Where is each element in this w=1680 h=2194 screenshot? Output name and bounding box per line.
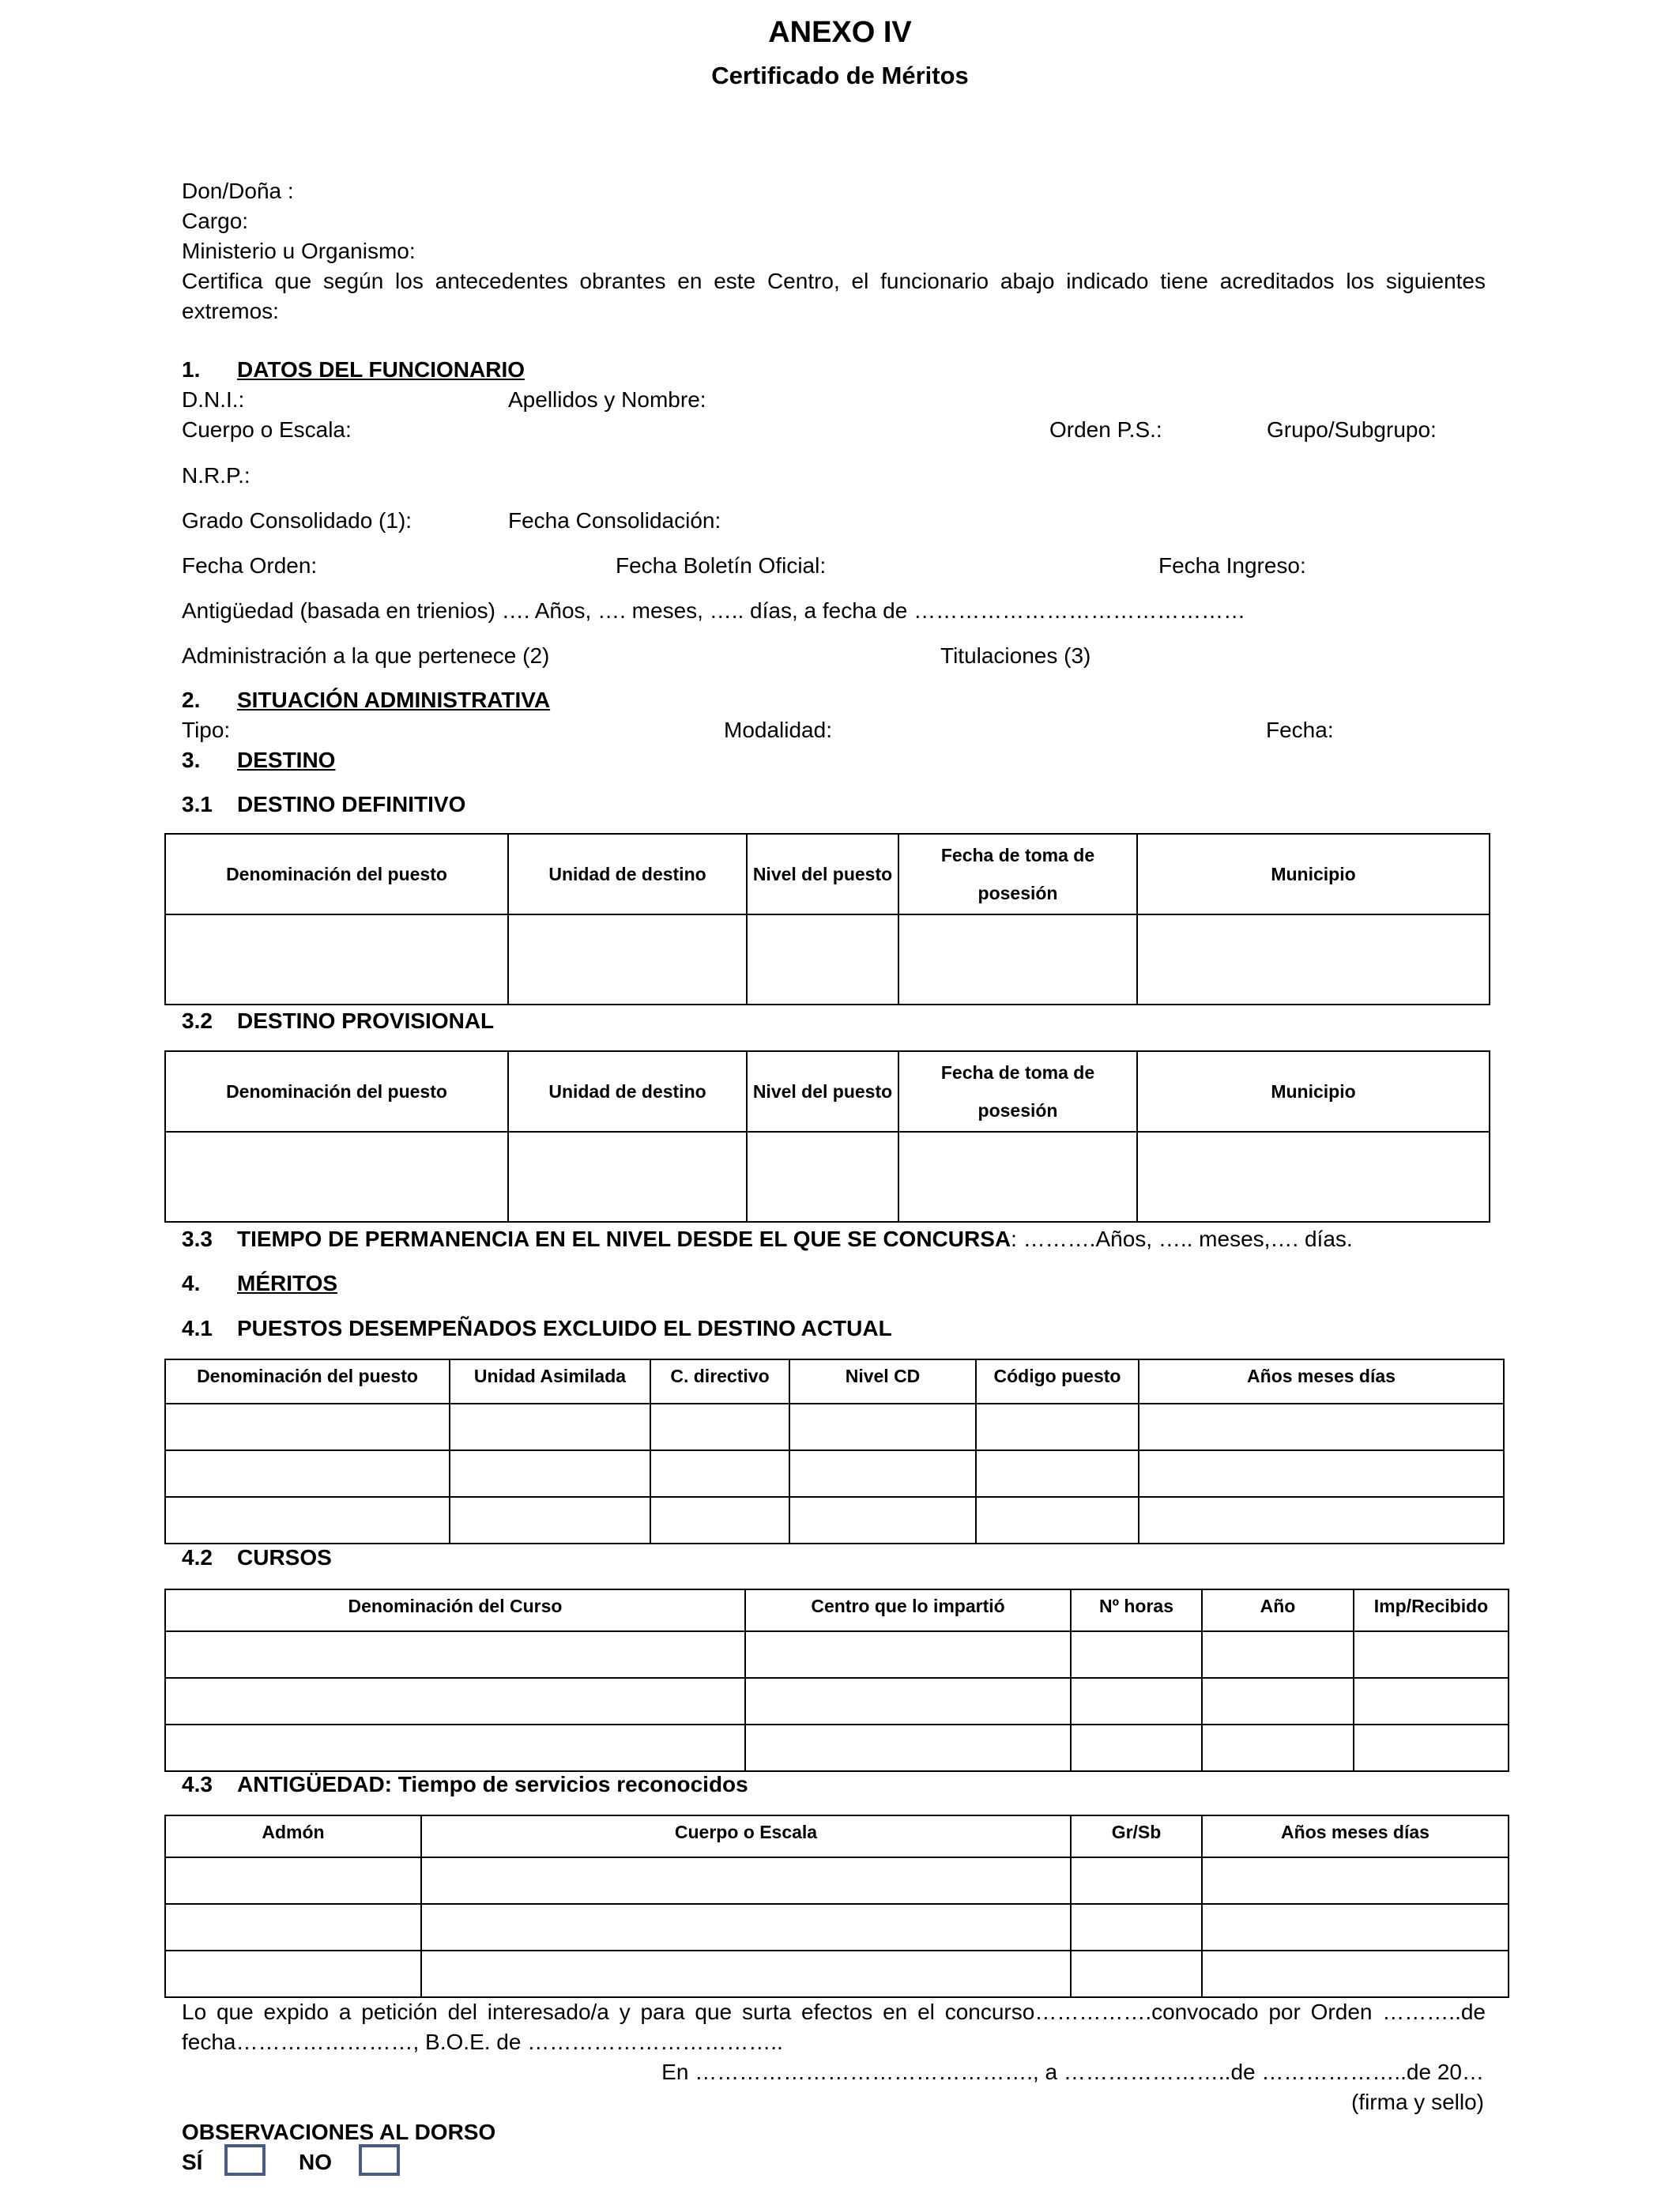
table-cell[interactable]	[1202, 1631, 1354, 1678]
table-cell[interactable]	[450, 1404, 650, 1450]
ministerio-label: Ministerio u Organismo:	[182, 239, 416, 263]
cursos-table	[164, 1589, 1509, 1772]
table-cell[interactable]	[165, 1857, 421, 1904]
header-anos-meses-dias: Años meses días	[1202, 1815, 1509, 1857]
destino-definitivo-table	[164, 833, 1490, 1005]
section-3-2-number: 3.2	[182, 1008, 213, 1033]
puestos-table	[164, 1359, 1505, 1544]
section-4-1-number: 4.1	[182, 1316, 213, 1340]
permanencia-title: TIEMPO DE PERMANENCIA EN EL NIVEL DESDE EL QUE SE CONCURSA	[237, 1227, 1011, 1251]
table-row	[165, 1951, 1509, 1997]
header-nivel-cd: Nivel CD	[789, 1359, 976, 1404]
page-subtitle: Certificado de Méritos	[711, 62, 969, 89]
table-cell[interactable]	[1139, 1450, 1504, 1497]
table-cell[interactable]	[1071, 1951, 1202, 1997]
header-denominacion-curso: Denominación del Curso	[165, 1589, 745, 1631]
no-label: NO	[299, 2150, 332, 2174]
table-cell[interactable]	[165, 1132, 508, 1222]
table-row	[165, 1904, 1509, 1951]
header-denominacion: Denominación del puesto	[165, 1051, 508, 1132]
cuerpo-label: Cuerpo o Escala:	[182, 417, 352, 442]
table-cell[interactable]	[1139, 1404, 1504, 1450]
table-cell[interactable]	[1354, 1631, 1509, 1678]
fecha-ingreso-label: Fecha Ingreso:	[1158, 553, 1306, 578]
header-horas: Nº horas	[1071, 1589, 1202, 1631]
table-cell[interactable]	[745, 1725, 1071, 1771]
table-cell[interactable]	[165, 1404, 450, 1450]
table-cell[interactable]	[165, 1497, 450, 1544]
table-cell[interactable]	[789, 1497, 976, 1544]
header-denominacion: Denominación del puesto	[165, 1359, 450, 1404]
antiguedad-table	[164, 1815, 1509, 1998]
section-1-title: DATOS DEL FUNCIONARIO	[237, 357, 525, 382]
table-cell[interactable]	[1354, 1678, 1509, 1725]
table-row	[165, 1631, 1509, 1678]
cargo-label: Cargo:	[182, 209, 249, 233]
table-cell[interactable]	[1202, 1904, 1509, 1951]
si-checkbox[interactable]	[224, 2144, 266, 2176]
table-cell[interactable]	[898, 1132, 1137, 1222]
header-unidad: Unidad de destino	[508, 1051, 747, 1132]
titulaciones-label: Titulaciones (3)	[940, 643, 1091, 668]
administracion-label: Administración a la que pertenece (2)	[182, 643, 550, 668]
header-unidad: Unidad de destino	[508, 834, 747, 914]
table-cell[interactable]	[1137, 1132, 1490, 1222]
no-checkbox[interactable]	[359, 2144, 400, 2176]
page-title: ANEXO IV	[768, 16, 912, 49]
header-unidad-asimilada: Unidad Asimilada	[450, 1359, 650, 1404]
section-3-1-number: 3.1	[182, 792, 213, 816]
table-cell[interactable]	[1202, 1951, 1509, 1997]
table-cell[interactable]	[450, 1450, 650, 1497]
table-cell[interactable]	[745, 1678, 1071, 1725]
table-row	[165, 1450, 1504, 1497]
section-4-2-title: CURSOS	[237, 1545, 332, 1570]
table-cell[interactable]	[165, 914, 508, 1005]
table-cell[interactable]	[165, 1725, 745, 1771]
section-3-3-number: 3.3	[182, 1227, 213, 1251]
antiguedad-line: Antigüedad (basada en trienios) …. Años, …. meses, ….. días, a fecha de ………………………………………	[182, 598, 1246, 623]
header-imp-recibido: Imp/Recibido	[1354, 1589, 1509, 1631]
fecha-consolidacion-label: Fecha Consolidación:	[508, 508, 721, 533]
table-cell[interactable]	[421, 1857, 1071, 1904]
permanencia-line	[237, 1225, 1353, 1253]
table-cell[interactable]	[745, 1631, 1071, 1678]
table-row	[165, 1725, 1509, 1771]
grado-label: Grado Consolidado (1):	[182, 508, 412, 533]
grupo-label: Grupo/Subgrupo:	[1267, 417, 1437, 442]
permanencia-value: : ……….Años, ….. meses,…. días.	[1011, 1227, 1353, 1251]
header-codigo-puesto: Código puesto	[976, 1359, 1139, 1404]
section-1-number: 1.	[182, 357, 201, 382]
certifica-text: Certifica que según los antecedentes obrantes en este Centro, el funcionario abajo indicado tiene acreditados los siguientes extremos:	[182, 269, 1486, 323]
header-fecha-toma: Fecha de toma de posesión	[898, 834, 1137, 914]
section-3-2-title: DESTINO PROVISIONAL	[237, 1008, 495, 1033]
table-cell[interactable]	[1354, 1725, 1509, 1771]
section-4-3-number: 4.3	[182, 1772, 213, 1796]
header-nivel: Nivel del puesto	[747, 1051, 898, 1132]
header-municipio: Municipio	[1137, 1051, 1490, 1132]
section-4-3-title: ANTIGÜEDAD: Tiempo de servicios reconocidos	[237, 1772, 748, 1796]
header-nivel: Nivel del puesto	[747, 834, 898, 914]
table-cell[interactable]	[976, 1404, 1139, 1450]
table-cell[interactable]	[650, 1497, 789, 1544]
si-label: SÍ	[182, 2150, 203, 2174]
header-gr-sb: Gr/Sb	[1071, 1815, 1202, 1857]
don-label: Don/Doña :	[182, 179, 294, 203]
table-cell[interactable]	[747, 1132, 898, 1222]
table-cell[interactable]	[650, 1450, 789, 1497]
lugar-fecha-line: En ………………………………………., a …………………..de ………………..de 20…	[661, 2060, 1484, 2084]
section-3-number: 3.	[182, 748, 201, 772]
section-3-1-title: DESTINO DEFINITIVO	[237, 792, 466, 816]
section-4-title: MÉRITOS	[237, 1271, 338, 1295]
apellidos-label: Apellidos y Nombre:	[508, 387, 706, 412]
header-cuerpo-escala: Cuerpo o Escala	[421, 1815, 1071, 1857]
header-municipio: Municipio	[1137, 834, 1490, 914]
table-cell[interactable]	[1071, 1631, 1202, 1678]
table-cell[interactable]	[976, 1450, 1139, 1497]
header-centro: Centro que lo impartió	[745, 1589, 1071, 1631]
table-cell[interactable]	[508, 1132, 747, 1222]
table-cell[interactable]	[1071, 1904, 1202, 1951]
table-row	[165, 1497, 1504, 1544]
nrp-label: N.R.P.:	[182, 463, 250, 488]
table-cell[interactable]	[1071, 1857, 1202, 1904]
table-row	[165, 1857, 1509, 1904]
table-cell[interactable]	[508, 914, 747, 1005]
table-cell[interactable]	[1202, 1725, 1354, 1771]
section-2-title: SITUACIÓN ADMINISTRATIVA	[237, 688, 551, 712]
section-3-title: DESTINO	[237, 748, 336, 772]
table-cell[interactable]	[1071, 1678, 1202, 1725]
table-cell[interactable]	[789, 1404, 976, 1450]
table-cell[interactable]	[789, 1450, 976, 1497]
table-cell[interactable]	[421, 1904, 1071, 1951]
table-cell[interactable]	[976, 1497, 1139, 1544]
table-cell[interactable]	[421, 1951, 1071, 1997]
dni-label: D.N.I.:	[182, 387, 245, 412]
fecha-orden-label: Fecha Orden:	[182, 553, 318, 578]
table-cell[interactable]	[1139, 1497, 1504, 1544]
table-cell[interactable]	[747, 914, 898, 1005]
section-4-1-title: PUESTOS DESEMPEÑADOS EXCLUIDO EL DESTINO ACTUAL	[237, 1316, 892, 1340]
table-cell[interactable]	[1071, 1725, 1202, 1771]
header-fecha-toma: Fecha de toma de posesión	[898, 1051, 1137, 1132]
table-cell[interactable]	[1202, 1678, 1354, 1725]
table-cell[interactable]	[898, 914, 1137, 1005]
table-cell[interactable]	[165, 1904, 421, 1951]
section-2-number: 2.	[182, 688, 201, 712]
header-denominacion: Denominación del puesto	[165, 834, 508, 914]
modalidad-label: Modalidad:	[724, 718, 832, 742]
header-admon: Admón	[165, 1815, 421, 1857]
orden-ps-label: Orden P.S.:	[1049, 417, 1162, 442]
destino-provisional-table	[164, 1050, 1490, 1223]
expido-text: Lo que expido a petición del interesado/a y para que surta efectos en el concurso…………….convocado por Orden ………..de fecha……………………, B.O.E. de ……………………………..	[182, 2000, 1486, 2054]
table-cell[interactable]	[165, 1678, 745, 1725]
section-4-2-number: 4.2	[182, 1545, 213, 1570]
header-c-directivo: C. directivo	[650, 1359, 789, 1404]
header-anos-meses-dias: Años meses días	[1139, 1359, 1504, 1404]
table-cell[interactable]	[165, 1631, 745, 1678]
table-cell[interactable]	[165, 1450, 450, 1497]
table-cell[interactable]	[1202, 1857, 1509, 1904]
table-cell[interactable]	[650, 1404, 789, 1450]
section-4-number: 4.	[182, 1271, 201, 1295]
firma-sello-label: (firma y sello)	[1350, 2090, 1484, 2114]
table-row	[165, 1678, 1509, 1725]
table-cell[interactable]	[165, 1951, 421, 1997]
table-row	[165, 1404, 1504, 1450]
fecha-label: Fecha:	[1266, 718, 1334, 742]
observaciones-label: OBSERVACIONES AL DORSO	[182, 2120, 496, 2144]
fecha-boletin-label: Fecha Boletín Oficial:	[616, 553, 827, 578]
header-ano: Año	[1202, 1589, 1354, 1631]
table-cell[interactable]	[1137, 914, 1490, 1005]
table-cell[interactable]	[450, 1497, 650, 1544]
tipo-label: Tipo:	[182, 718, 231, 742]
